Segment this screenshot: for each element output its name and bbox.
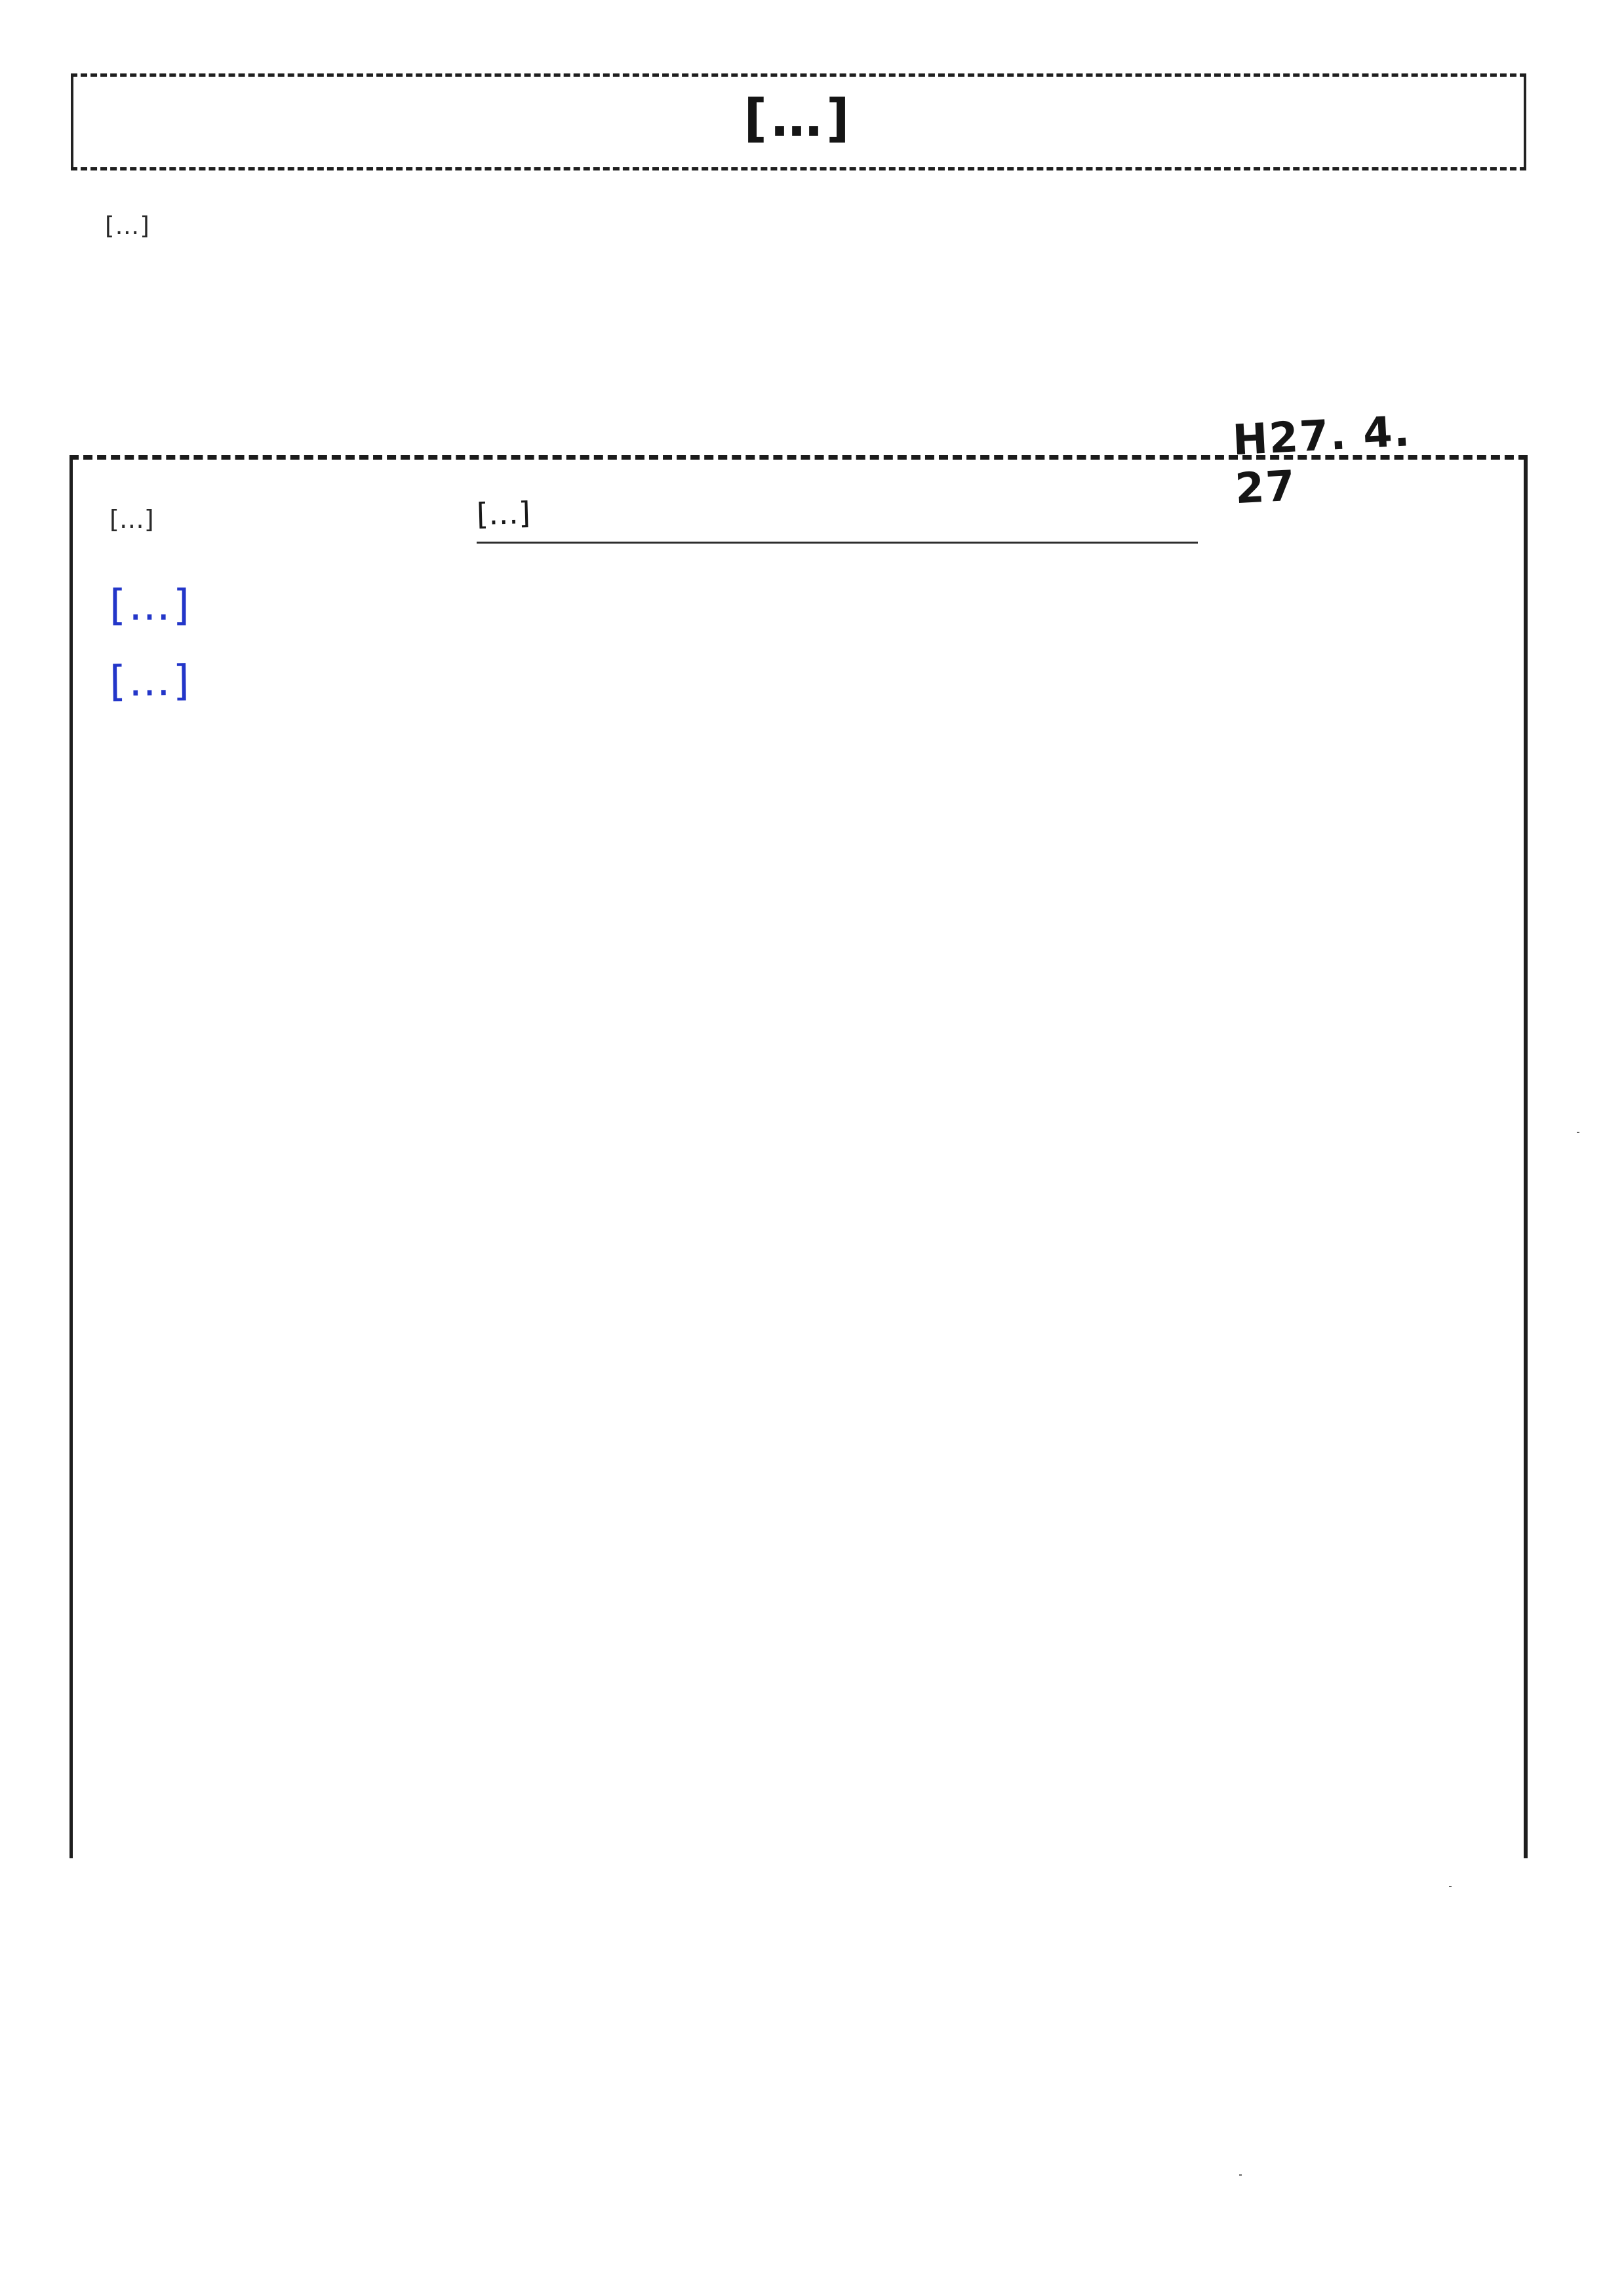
scan-speck (1449, 1886, 1452, 1887)
treatment-value: […] (476, 494, 531, 532)
treatment-underline (477, 542, 1198, 544)
comment-line-2: […] (109, 656, 193, 706)
form-title: […] (743, 89, 854, 148)
title-banner (71, 73, 1526, 170)
comment-line-1: […] (109, 582, 192, 630)
comment-box (69, 455, 1528, 1858)
treatment-label: […] (109, 505, 154, 534)
treatment-field (109, 496, 1198, 546)
handwritten-date: H27. 4. 27 (1231, 407, 1412, 514)
scan-speck (1239, 2174, 1242, 2176)
intro-paragraph: […] (105, 212, 150, 240)
handwritten-comment (109, 568, 1473, 725)
scan-speck (1577, 1132, 1579, 1133)
